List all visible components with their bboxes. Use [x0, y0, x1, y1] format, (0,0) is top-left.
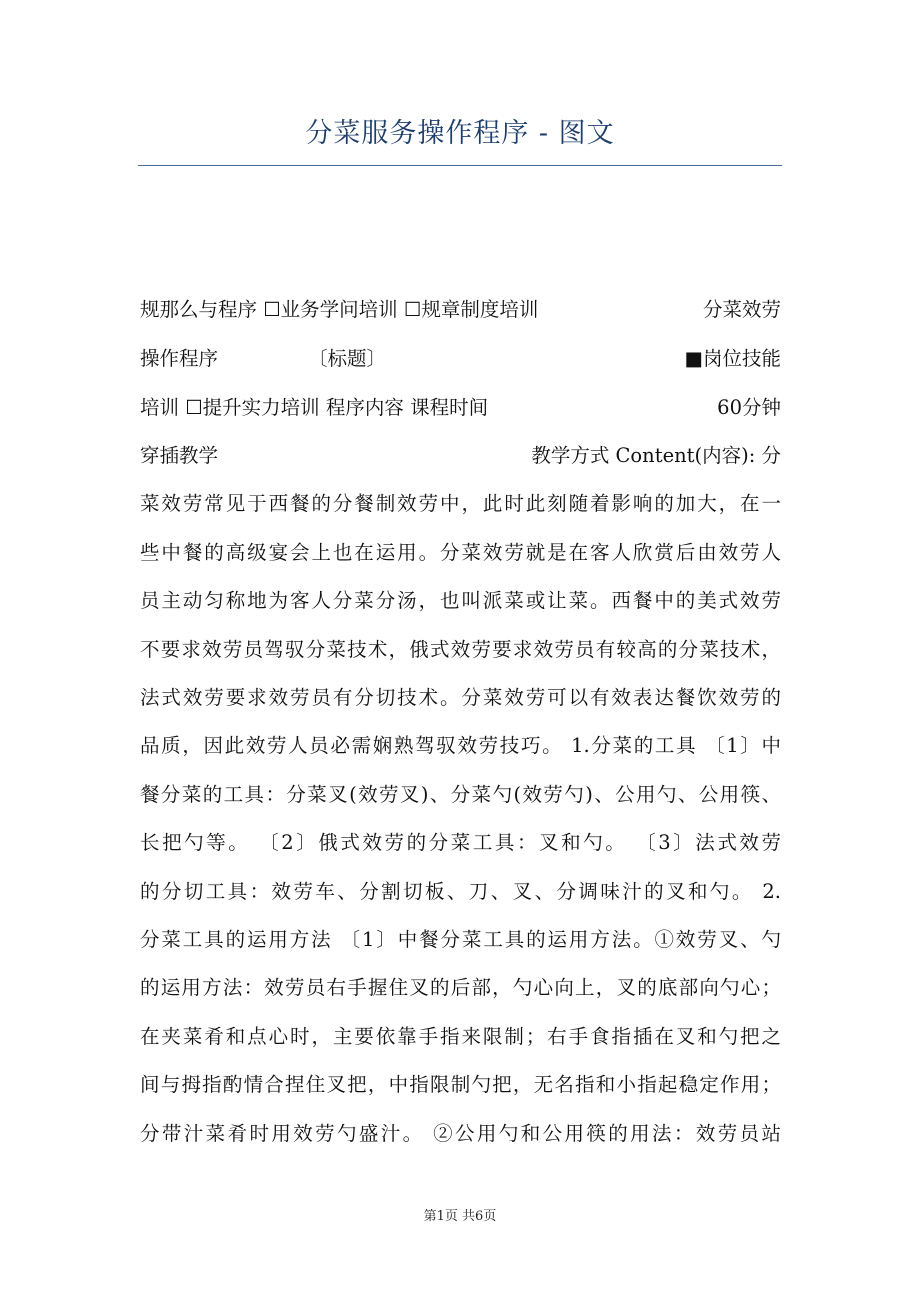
- header-line-1: [140, 295, 781, 325]
- body-line: 的分切工具：效劳车、分割切板、刀、叉、分调味汁的叉和勺。 2.: [140, 880, 781, 903]
- header-line-4-right: 教学方式 Content(内容): 分: [531, 444, 781, 467]
- header-line-3: [140, 393, 781, 423]
- header-line-2: [140, 344, 781, 374]
- header-line-2-mid: 〔标题〕: [308, 347, 387, 370]
- body-line: 分菜工具的运用方法 〔1〕中餐分菜工具的运用方法。①效劳叉、勺: [140, 928, 781, 951]
- body-line: 分带汁菜肴时用效劳勺盛汁。 ②公用勺和公用筷的用法：效劳员站: [140, 1122, 781, 1145]
- title-divider: [138, 165, 782, 166]
- header-line-4: [140, 441, 781, 471]
- document-title: 分菜服务操作程序 - 图文: [305, 118, 615, 149]
- header-line-1-left: 规那么与程序 ☐业务学问培训 ☐规章制度培训: [140, 298, 539, 321]
- body-line: 些中餐的高级宴会上也在运用。分菜效劳就是在客人欣赏后由效劳人: [140, 541, 781, 564]
- body-line: 不要求效劳员驾驭分菜技术，俄式效劳要求效劳员有较高的分菜技术，: [140, 638, 781, 661]
- header-line-4-left: 穿插教学: [140, 444, 219, 467]
- header-line-3-right: 60分钟: [717, 396, 781, 419]
- body-line: 品质，因此效劳人员必需娴熟驾驭效劳技巧。 1.分菜的工具 〔1〕中: [140, 734, 781, 757]
- body-line: 的运用方法：效劳员右手握住叉的后部，勺心向上，叉的底部向勺心；: [140, 976, 781, 999]
- body-line: 员主动匀称地为客人分菜分汤，也叫派菜或让菜。西餐中的美式效劳: [140, 589, 781, 612]
- body-line: 法式效劳要求效劳员有分切技术。分菜效劳可以有效表达餐饮效劳的: [140, 686, 781, 709]
- header-line-1-right: 分菜效劳: [702, 298, 781, 321]
- body-line: 长把勺等。 〔2〕俄式效劳的分菜工具：叉和勺。 〔3〕法式效劳: [140, 831, 781, 854]
- body-line: 在夹菜肴和点心时，主要依靠手指来限制；右手食指插在叉和勺把之: [140, 1025, 781, 1048]
- header-line-3-left: 培训 ☐提升实力培训 程序内容 课程时间: [140, 396, 489, 419]
- header-line-2-right: ■岗位技能: [684, 347, 781, 370]
- body-line: 间与拇指酌情合捏住叉把，中指限制勺把，无名指和小指起稳定作用；: [140, 1073, 781, 1096]
- body-line: 餐分菜的工具：分菜叉(效劳叉)、分菜勺(效劳勺)、公用勺、公用筷、: [140, 783, 781, 806]
- page-footer: 第1页 共6页: [423, 1209, 497, 1224]
- body-line: 菜效劳常见于西餐的分餐制效劳中，此时此刻随着影响的加大，在一: [140, 492, 781, 515]
- header-line-2-left: 操作程序: [140, 347, 219, 370]
